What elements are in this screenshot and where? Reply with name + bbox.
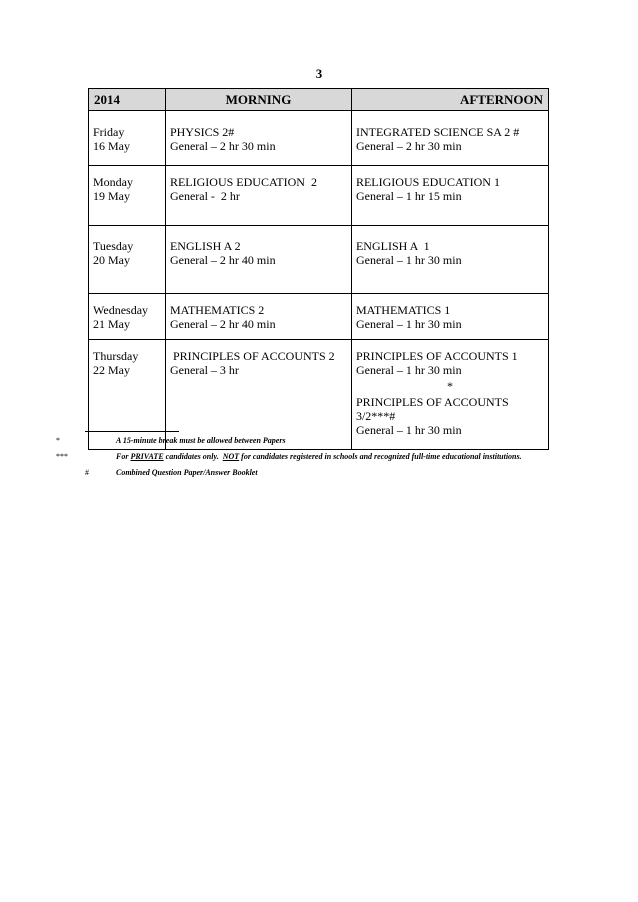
header-morning: MORNING [165, 89, 351, 111]
footnote-text-post: for candidates registered in schools and recognized full-time educational institutions. [239, 452, 522, 461]
day-name: Friday [93, 125, 125, 139]
day-name: Wednesday [93, 303, 149, 317]
table-row [89, 340, 549, 450]
morning-subject: PRINCIPLES OF ACCOUNTS 2 [169, 349, 335, 363]
day-date: 16 May [93, 139, 130, 153]
day-cell [89, 226, 166, 294]
footnote-break [56, 436, 286, 446]
footnote-private-word: PRIVATE [130, 452, 164, 461]
afternoon-subject: PRINCIPLES OF ACCOUNTS 1 [355, 349, 518, 363]
footnote-mark: * [56, 436, 60, 445]
header-year: 2014 [89, 89, 166, 111]
morning-duration: General - 2 hr [169, 189, 240, 203]
day-date: 20 May [93, 253, 130, 267]
paper-separator-asterisk: * [446, 379, 453, 393]
morning-cell [165, 226, 351, 294]
table-row [89, 166, 549, 226]
day-date: 22 May [93, 363, 130, 377]
day-cell [89, 111, 166, 166]
afternoon-cell [351, 166, 548, 226]
afternoon-cell [351, 226, 548, 294]
morning-cell [165, 340, 351, 450]
morning-duration: General – 2 hr 40 min [169, 317, 276, 331]
afternoon-duration: General – 1 hr 15 min [355, 189, 462, 203]
day-cell [89, 294, 166, 340]
header-afternoon: AFTERNOON [351, 89, 548, 111]
day-cell [89, 340, 166, 450]
morning-subject: ENGLISH A 2 [169, 239, 241, 253]
day-name: Tuesday [93, 239, 134, 253]
day-name: Monday [93, 175, 133, 189]
afternoon-subject-second: PRINCIPLES OF ACCOUNTS [355, 395, 509, 409]
morning-subject: RELIGIOUS EDUCATION 2 [169, 175, 317, 189]
afternoon-subject: MATHEMATICS 1 [355, 303, 451, 317]
footnote-mark: # [85, 468, 89, 477]
afternoon-cell [351, 111, 548, 166]
morning-subject: MATHEMATICS 2 [169, 303, 265, 317]
footnote-text-mid: candidates only. [163, 452, 223, 461]
morning-cell [165, 111, 351, 166]
afternoon-duration: General – 1 hr 30 min [355, 317, 462, 331]
morning-duration: General – 2 hr 30 min [169, 139, 276, 153]
page-number: 3 [315, 66, 323, 81]
table-row [89, 111, 549, 166]
footnote-private [56, 452, 522, 462]
afternoon-duration: General – 1 hr 30 min [355, 253, 462, 267]
footnote-mark: *** [56, 452, 68, 461]
afternoon-subject-second-code: 3/2***# [355, 409, 396, 423]
afternoon-subject: RELIGIOUS EDUCATION 1 [355, 175, 500, 189]
footnote-text-pre: For [116, 452, 131, 461]
table-row [89, 226, 549, 294]
day-name: Thursday [93, 349, 139, 363]
morning-cell [165, 166, 351, 226]
exam-timetable [88, 88, 549, 450]
afternoon-duration-second: General – 1 hr 30 min [355, 423, 462, 437]
afternoon-subject: INTEGRATED SCIENCE SA 2 # [355, 125, 520, 139]
day-date: 19 May [93, 189, 130, 203]
morning-subject: PHYSICS 2# [169, 125, 235, 139]
footnote-text: A 15-minute break must be allowed between Papers [116, 436, 286, 445]
morning-duration: General – 3 hr [169, 363, 239, 377]
footnote-divider [85, 431, 179, 432]
day-date: 21 May [93, 317, 130, 331]
afternoon-duration: General – 1 hr 30 min [355, 363, 462, 377]
table-row [89, 294, 549, 340]
table-header-row [89, 89, 549, 111]
footnote-text: Combined Question Paper/Answer Booklet [116, 468, 258, 477]
day-cell [89, 166, 166, 226]
afternoon-cell [351, 294, 548, 340]
morning-cell [165, 294, 351, 340]
afternoon-subject: ENGLISH A 1 [355, 239, 430, 253]
afternoon-duration: General – 2 hr 30 min [355, 139, 462, 153]
footnote-combined [85, 468, 258, 478]
footnote-not-word: NOT [222, 452, 240, 461]
morning-duration: General – 2 hr 40 min [169, 253, 276, 267]
afternoon-cell [351, 340, 548, 450]
